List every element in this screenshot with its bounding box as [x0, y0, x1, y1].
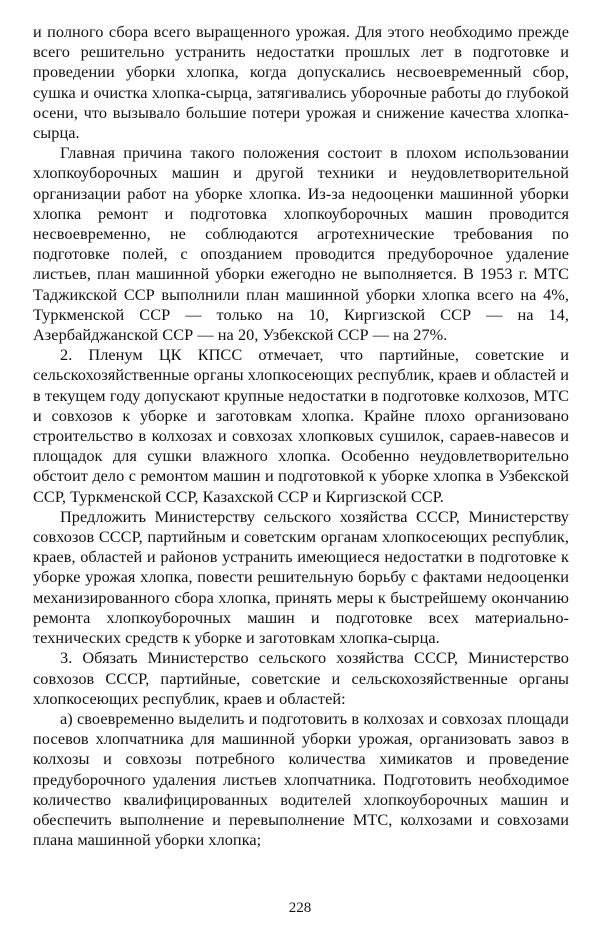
paragraph: и полного сбора всего выращенного урожая. Для этого необходимо прежде всего решительно устранить недостатки прошлых лет в подготовке и проведении уборки хлопка, когда допускались несвоевременный сбор, сушка и очистка хлопка-сырца, затягивались уборочные работы до глубокой осени, что вызывало большие потери урожая и снижение качества хлопка-сырца. [33, 22, 569, 143]
paragraph: Предложить Министерству сельского хозяйства СССР, Министерству совхозов СССР, партийным и советским органам хлопкосеющих республик, краев, областей и районов устранить имеющиеся недостатки в подготовке к уборке урожая хлопка, повести решительную борьбу с фактами недооценки механизированного сбора хлопка, принять меры к быстрейшему окончанию ремонта хлопкоуборочных машин и подготовке всех материально-технических средств к уборке и заготовкам хлопка-сырца. [33, 506, 569, 648]
paragraph: 2. Пленум ЦК КПСС отмечает, что партийные, советские и сельскохозяйственные органы хлопкосеющих республик, краев и областей и в текущем году допускают крупные недостатки в подготовке колхозов, МТС и совхозов к уборке и заготовкам хлопка. Крайне плохо организовано строительство в колхозах и совхозах хлопковых сушилок, сараев-навесов и площадок для сушки влажного хлопка. Особенно неудовлетворительно обстоит дело с ремонтом машин и подготовкой к уборке хлопка в Узбекской ССР, Туркменской ССР, Казахской ССР и Киргизской ССР. [33, 345, 569, 506]
page-number: 228 [288, 900, 312, 916]
paragraph: Главная причина такого положения состоит в плохом использовании хлопкоуборочных машин и другой техники и неудовлетворительной организации работ на уборке хлопка. Из-за недооценки машинной уборки хлопка ремонт и подготовка хлопкоуборочных машин проводится несвоевременно, не соблюдаются агротехнические требования по подготовке полей, с опозданием проводится предуборочное удаление листьев, план машинной уборки ежегодно не выполняется. В 1953 г. МТС Таджикской ССР выполнили план машинной уборки хлопка всего на 4%, Туркменской ССР — только на 10, Киргизской ССР — на 14, Азербайджанской ССР — на 20, Узбекской ССР — на 27%. [33, 143, 569, 345]
text-body [33, 22, 569, 850]
paragraph: а) своевременно выделить и подготовить в колхозах и совхозах площади посевов хлопчатника для машинной уборки урожая, организовать завоз в колхозы и совхозы потребного количества химикатов и проведение предуборочного удаления листьев хлопчатника. Подготовить необходимое количество квалифицированных водителей хлопкоуборочных машин и обеспечить выполнение и перевыполнение МТС, колхозами и совхозами плана машинной уборки хлопка; [33, 708, 569, 850]
paragraph: 3. Обязать Министерство сельского хозяйства СССР, Министерство совхозов СССР, партийные, советские и сельскохозяйственные органы хлопкосеющих республик, краев и областей: [33, 648, 569, 708]
